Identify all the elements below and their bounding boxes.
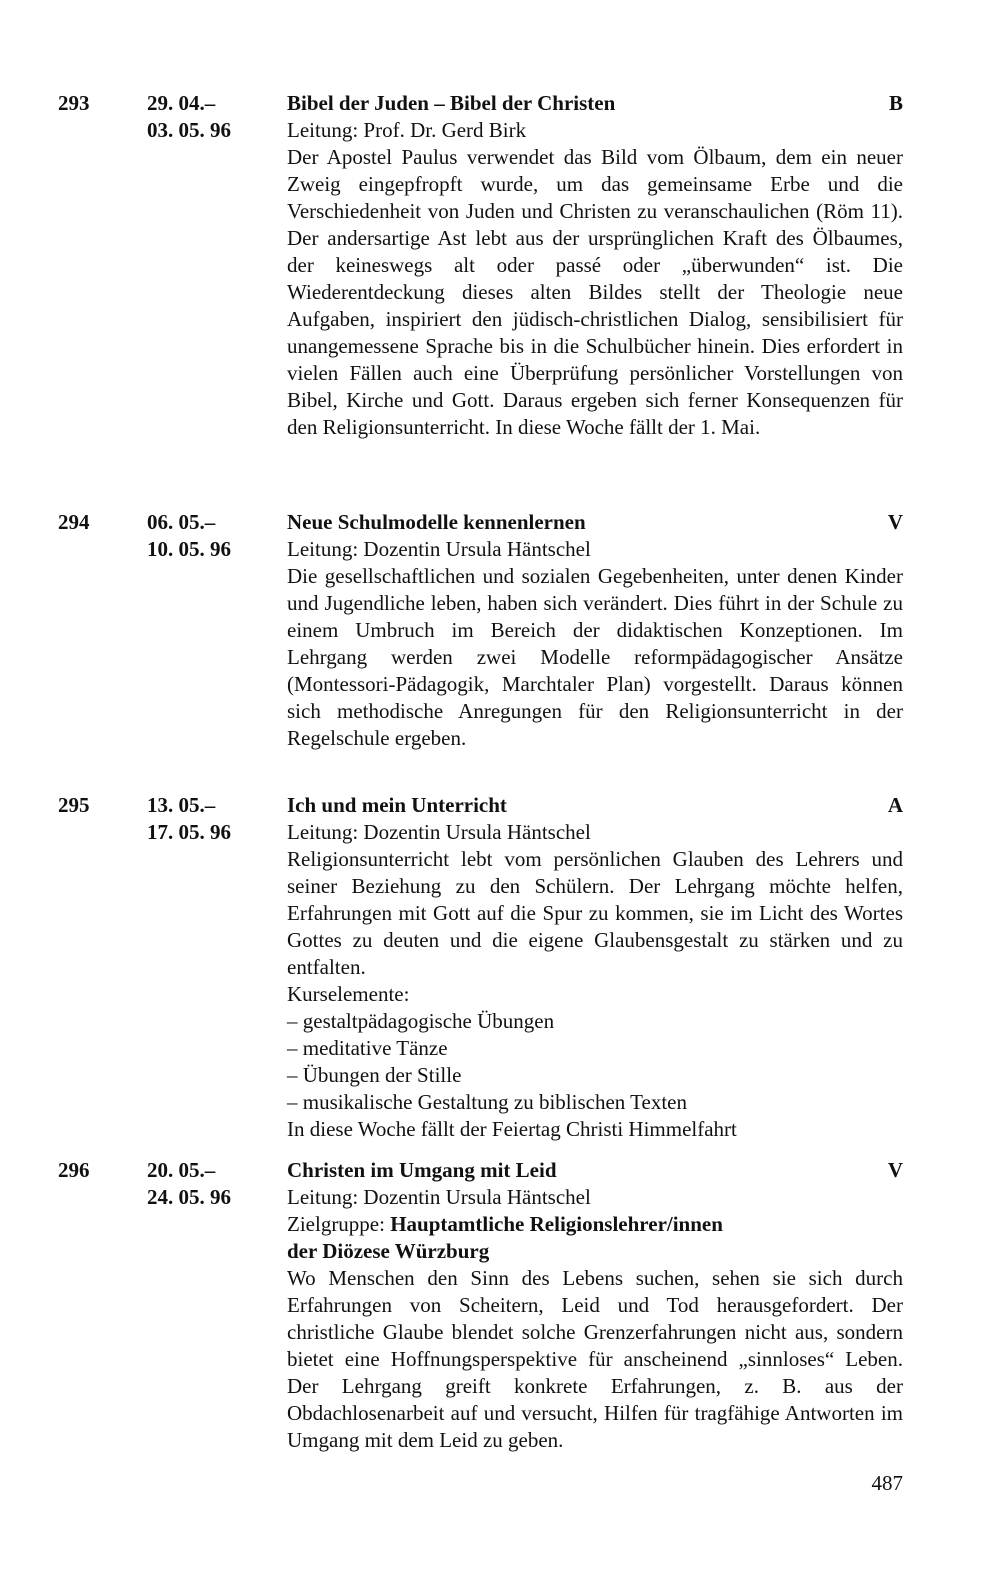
course-title: Christen im Umgang mit Leid bbox=[287, 1158, 557, 1182]
course-title-row bbox=[287, 1157, 903, 1184]
date-start: 29. 04.– bbox=[147, 91, 216, 115]
course-title: Neue Schulmodelle kennenlernen bbox=[287, 510, 586, 534]
date-end: 24. 05. 96 bbox=[147, 1185, 231, 1209]
course-note: In diese Woche fällt der Feiertag Christi Himmelfahrt bbox=[287, 1117, 737, 1141]
list-item: – gestaltpädagogische Übungen bbox=[287, 1009, 555, 1033]
course-dates bbox=[147, 90, 231, 144]
course-code: B bbox=[888, 91, 903, 115]
course-dates bbox=[147, 509, 231, 563]
date-start: 20. 05.– bbox=[147, 1158, 216, 1182]
course-title-row bbox=[287, 792, 903, 819]
course-title: Bibel der Juden – Bibel der Christen bbox=[287, 91, 616, 115]
course-body bbox=[287, 90, 903, 441]
course-title-row bbox=[287, 90, 903, 117]
date-end: 10. 05. 96 bbox=[147, 537, 231, 561]
date-start: 13. 05.– bbox=[147, 793, 216, 817]
course-description: Religionsunterricht lebt vom persönlichen Glauben des Lehrers und seiner Beziehung zu den Schülern. Der Lehrgang möchte helfen, Erfahrungen mit Gott auf die Spur zu kommen, sie im Licht des Wortes Gottes zu deuten und die eigene Glaubensgestalt zu stärken und zu entfalten. bbox=[287, 847, 903, 979]
course-leader: Leitung: Dozentin Ursula Häntschel bbox=[287, 537, 591, 561]
course-description: Wo Menschen den Sinn des Lebens suchen, sehen sie sich durch Erfahrungen von Scheitern, Leid und Tod herausgefordert. Der christliche Glaube blendet solche Grenzerfahrungen nicht aus, sondern bietet eine Hoffnungsperspektive für anscheinend „sinnloses“ Leben. Der Lehrgang greift konkrete Erfahrungen, z. B. aus der Obdachlosenarbeit auf und versucht, Hilfen für tragfähige Antworten im Umgang mit dem Leid zu geben. bbox=[287, 1266, 903, 1452]
target-label: Zielgruppe: bbox=[287, 1212, 391, 1236]
date-start: 06. 05.– bbox=[147, 510, 216, 534]
course-code: V bbox=[887, 1158, 903, 1182]
course-description: Die gesellschaftlichen und sozialen Gegebenheiten, unter denen Kinder und Jugendliche leben, haben sich verändert. Dies führt in der Schule zu einem Umbruch im Bereich der didaktischen Konzeptionen. Im Lehrgang werden zwei Modelle reformpädagogischer Ansätze (Montessori-Pädagogik, Marchtaler Plan) vorgestellt. Daraus können sich methodische Anregungen für den Religionsunterricht in der Regelschule ergeben. bbox=[287, 564, 903, 750]
date-end: 03. 05. 96 bbox=[147, 118, 231, 142]
date-end: 17. 05. 96 bbox=[147, 820, 231, 844]
course-description: Der Apostel Paulus verwendet das Bild vom Ölbaum, dem ein neuer Zweig eingepfropft wurde, um das gemeinsame Erbe und die Verschiedenheit von Juden und Christen zu veranschaulichen (Röm 11). Der andersartige Ast lebt aus der ursprünglichen Kraft des Ölbaumes, der keineswegs alt oder passé oder „überwunden“ ist. Die Wiederentdeckung dieses alten Bildes stellt der Theologie neue Aufgaben, inspiriert den jüdisch-christlichen Dialog, sensibilisiert für unangemessene Sprache bis in die Schulbücher hinein. Dies erfordert in vielen Fällen auch eine Überprüfung persönlicher Vorstellungen von Bibel, Kirche und Gott. Daraus ergeben sich ferner Konsequenzen für den Religionsunterricht. In diese Woche fällt der 1. Mai. bbox=[287, 145, 903, 439]
course-code: A bbox=[887, 793, 903, 817]
course-code: V bbox=[887, 510, 903, 534]
course-number: 293 bbox=[58, 91, 90, 115]
course-number: 294 bbox=[58, 510, 90, 534]
course-body bbox=[287, 509, 903, 752]
page-number: 487 bbox=[871, 1471, 903, 1495]
list-item: – Übungen der Stille bbox=[287, 1063, 462, 1087]
course-title: Ich und mein Unterricht bbox=[287, 793, 507, 817]
course-title-row bbox=[287, 509, 903, 536]
course-dates bbox=[147, 1157, 231, 1211]
course-body bbox=[287, 792, 903, 1143]
course-elements-list bbox=[287, 1008, 903, 1116]
list-item: – meditative Tänze bbox=[287, 1036, 448, 1060]
course-leader: Leitung: Prof. Dr. Gerd Birk bbox=[287, 118, 527, 142]
list-item: – musikalische Gestaltung zu biblischen Texten bbox=[287, 1090, 687, 1114]
course-body bbox=[287, 1157, 903, 1454]
course-elements-label: Kurselemente: bbox=[287, 982, 410, 1006]
course-target-group bbox=[287, 1211, 903, 1238]
course-leader: Leitung: Dozentin Ursula Häntschel bbox=[287, 820, 591, 844]
course-number: 296 bbox=[58, 1158, 90, 1182]
course-leader: Leitung: Dozentin Ursula Häntschel bbox=[287, 1185, 591, 1209]
target-value-line2: der Diözese Würzburg bbox=[287, 1239, 490, 1263]
course-dates bbox=[147, 792, 231, 846]
course-number: 295 bbox=[58, 793, 90, 817]
target-value-line1: Hauptamtliche Religionslehrer/innen bbox=[390, 1212, 723, 1236]
